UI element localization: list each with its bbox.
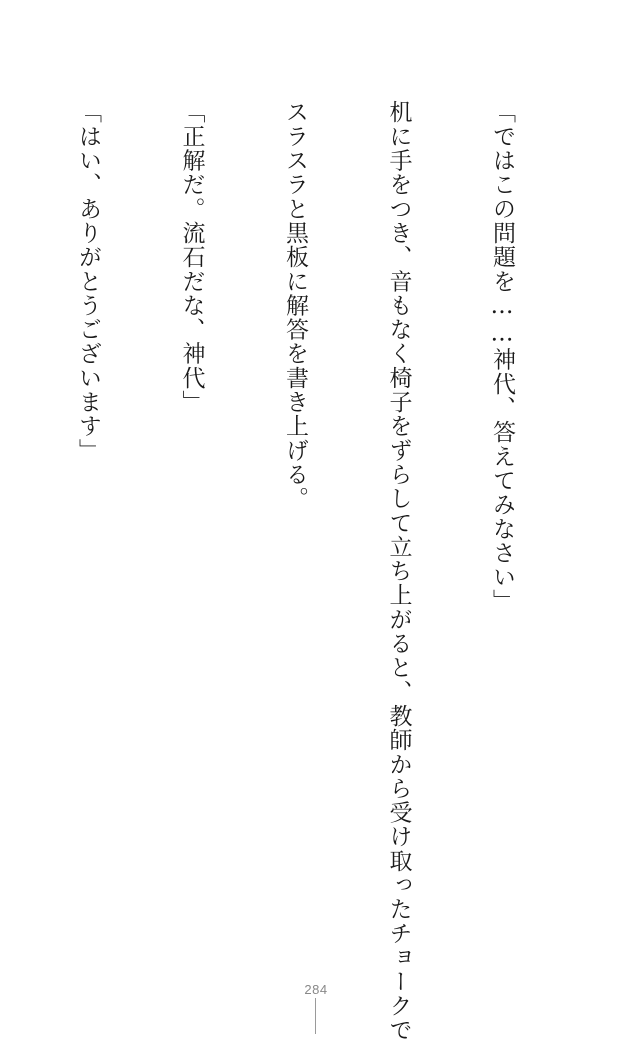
page-number: 284	[304, 982, 328, 997]
text-line	[0, 100, 2, 950]
text-line: スラスラと黒板に解答を書き上げる。	[282, 100, 308, 511]
text-line: 「はい、ありがとうございます」	[75, 100, 101, 463]
text-line: 「ではこの問題を……神代、答えてみなさい」	[489, 100, 515, 614]
page-footer	[0, 982, 632, 997]
page-number-rule	[315, 998, 316, 1034]
text-line: 机に手をつき、音もなく椅子をずらして立ち上がると、教師から受け取ったチョークで	[385, 100, 412, 1042]
text-line: 「正解だ。流石だな、神代」	[178, 100, 205, 414]
